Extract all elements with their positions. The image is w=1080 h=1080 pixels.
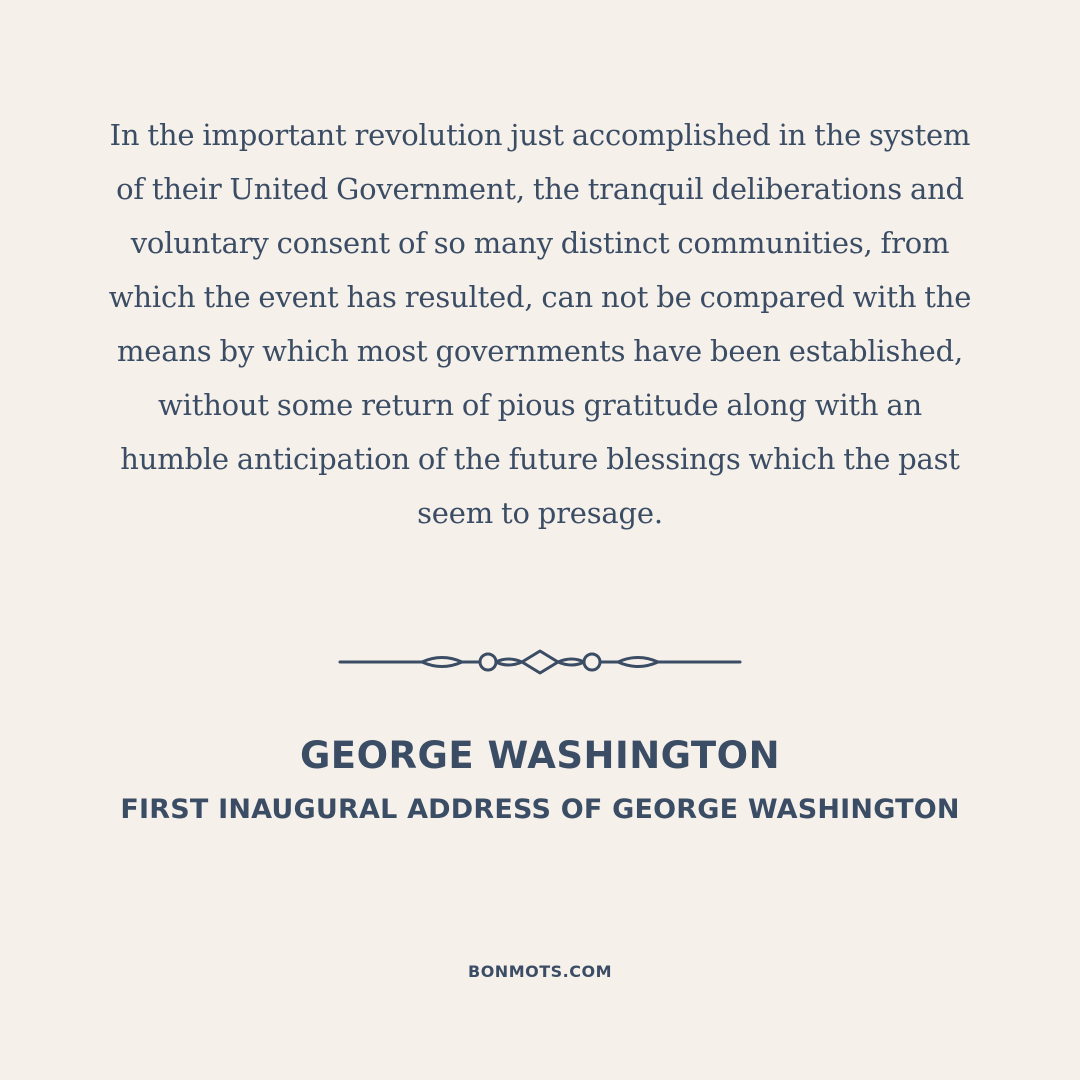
site-watermark: BONMOTS.COM [468,962,612,981]
ornamental-divider-icon [336,646,744,678]
quote-source: FIRST INAUGURAL ADDRESS OF GEORGE WASHINGTON [120,794,960,825]
quote-text: In the important revolution just accomplished in the system of their United Government, the tranquil deliberations and voluntary consent of so many distinct communities, from which the event has resulted, can not be compared with the means by which most governments have been established, without some return of pious gratitude along with an humble anticipation of the future blessings which the past seem to presage. [108,118,972,530]
author-name: GEORGE WASHINGTON [299,734,781,777]
